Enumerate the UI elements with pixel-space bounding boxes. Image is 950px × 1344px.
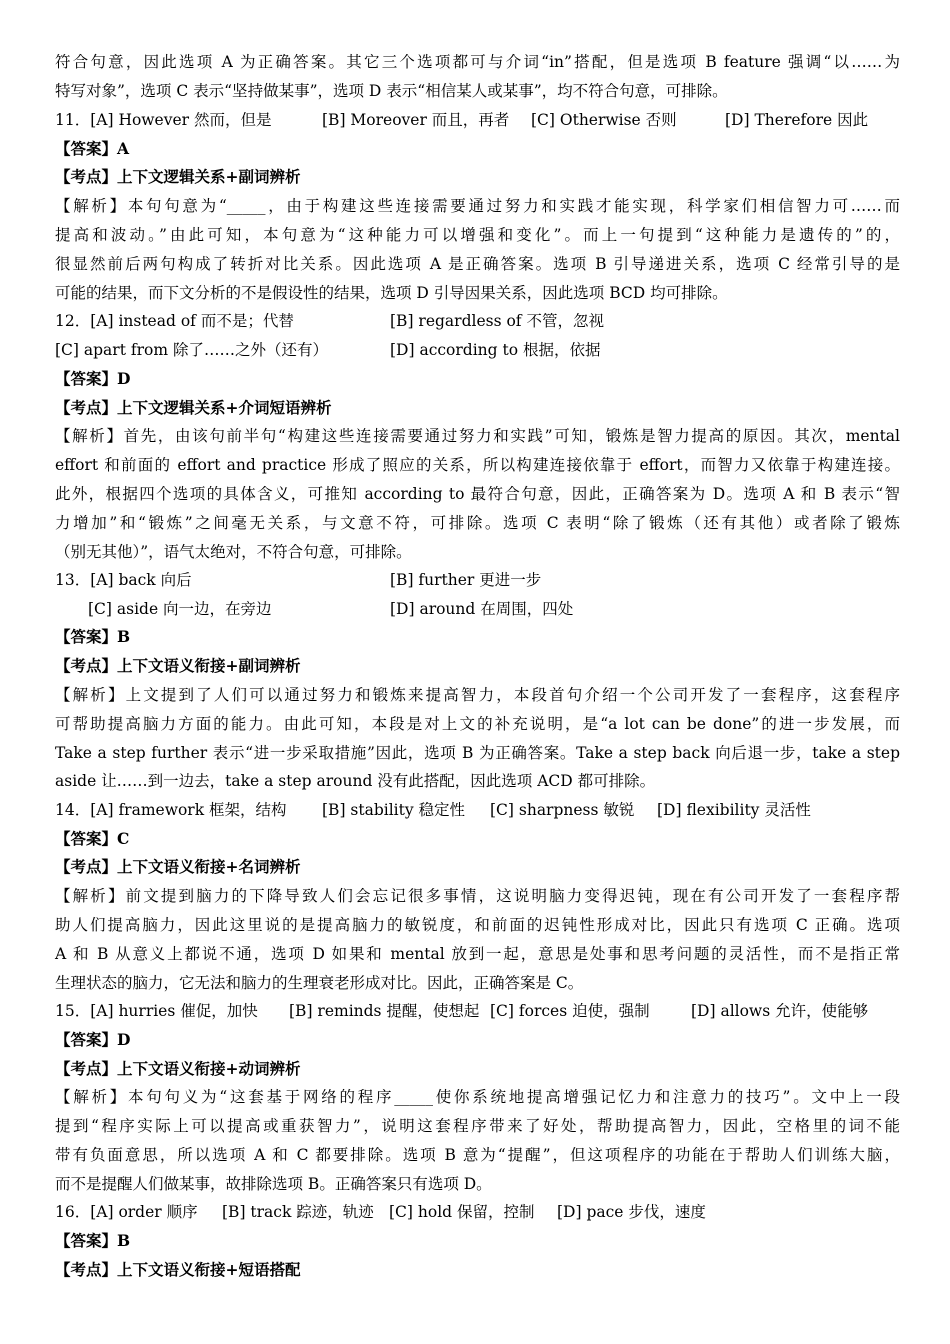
answer-label: 【答案】B: [55, 1231, 131, 1250]
question-14-options: [55, 799, 900, 823]
option-c: [C] apart from 除了……之外（还有）: [55, 341, 328, 359]
question-15-options: [55, 1000, 900, 1024]
analysis-line: 可能的结果，而下文分析的不是假设性的结果，选项 D 引导因果关系，因此选项 BCD 均可排除。: [55, 284, 728, 302]
analysis-line: 力增加”和“锻炼”之间毫无关系，与文意不符，可排除。选项 C 表明“除了锻炼（还有其他）或者除了锻炼: [55, 514, 900, 532]
analysis-line: 【解析】本句句义为“这套基于网络的程序_____使你系统地提高增强记忆力和注意力的技巧”。文中上一段: [55, 1088, 900, 1106]
test-point-label: 【考点】上下文逻辑关系+副词辨析: [55, 167, 301, 186]
question-12-options-row1: [55, 310, 900, 334]
test-point-label: 【考点】上下文语义衔接+名词辨析: [55, 857, 301, 876]
option-b: [B] reminds 提醒，使想起: [289, 1002, 480, 1020]
option-c: [C] hold 保留，控制: [389, 1203, 535, 1221]
analysis-line: aside 让……到一边去，take a step around 没有此搭配，因此选项 ACD 都可排除。: [55, 772, 656, 790]
test-point-label: 【考点】上下文语义衔接+短语搭配: [55, 1260, 301, 1279]
answer-label: 【答案】C: [55, 829, 130, 848]
analysis-line: 提到“程序实际上可以提高或重获智力”，说明这套程序带来了好处，帮助提高智力，因此，空格里的词不能: [55, 1117, 900, 1135]
question-13-options-row2: [55, 598, 900, 622]
analysis-line: 生理状态的脑力，它无法和脑力的生理衰老形成对比。因此，正确答案是 C。: [55, 974, 584, 992]
test-point-label: 【考点】上下文逻辑关系+介词短语辨析: [55, 398, 332, 417]
option-d: [D] allows 允许，使能够: [691, 1002, 869, 1020]
option-b: [B] stability 稳定性: [322, 801, 466, 819]
option-b: [B] further 更进一步: [390, 571, 542, 589]
option-b: [B] regardless of 不管，忽视: [390, 312, 604, 330]
option-a: 12．[A] instead of 而不是；代替: [55, 312, 294, 330]
option-d: [D] pace 步伐，速度: [557, 1203, 706, 1221]
option-b: [B] Moreover 而且，再者: [322, 111, 510, 129]
analysis-line: 【解析】首先，由该句前半句“构建这些连接需要通过努力和实践”可知，锻炼是智力提高的原因。其次，mental: [55, 427, 900, 445]
answer-label: 【答案】A: [55, 139, 130, 158]
analysis-line: 很显然前后两句构成了转折对比关系。因此选项 A 是正确答案。选项 B 引导递进关系，选项 C 经常引导的是: [55, 255, 900, 273]
option-a: 14．[A] framework 框架，结构: [55, 801, 287, 819]
option-d: [D] flexibility 灵活性: [657, 801, 811, 819]
option-a: 15．[A] hurries 催促，加快: [55, 1002, 258, 1020]
answer-label: 【答案】D: [55, 369, 131, 388]
option-d: [D] Therefore 因此: [725, 111, 869, 129]
analysis-line: 【解析】上文提到了人们可以通过努力和锻炼来提高智力，本段首句介绍一个公司开发了一套程序，这套程序: [55, 686, 900, 704]
test-point-label: 【考点】上下文语义衔接+动词辨析: [55, 1059, 301, 1078]
analysis-line: 提高和波动。”由此可知，本句意为“这种能力可以增强和变化”。而上一句提到“这种能力是遗传的”的，: [55, 226, 900, 244]
analysis-line: 助人们提高脑力，因此这里说的是提高脑力的敏锐度，和前面的迟钝性形成对比，因此只有选项 C 正确。选项: [55, 916, 900, 934]
answer-label: 【答案】B: [55, 627, 131, 646]
analysis-line: 而不是提醒人们做某事，故排除选项 B。正确答案只有选项 D。: [55, 1175, 492, 1193]
analysis-line: 此外，根据四个选项的具体含义，可推知 according to 最符合句意，因此，正确答案为 D。选项 A 和 B 表示“智: [55, 485, 900, 503]
option-c: [C] sharpness 敏锐: [490, 801, 635, 819]
analysis-line: 可帮助提高脑力方面的能力。由此可知，本段是对上文的补充说明，是“a lot can be done”的进一步发展，而: [55, 715, 900, 733]
option-a: 11．[A] However 然而，但是: [55, 111, 272, 129]
analysis-line: 【解析】本句句意为“_____，由于构建这些连接需要通过努力和实践才能实现，科学家们相信智力可……而: [55, 197, 900, 215]
question-11-options: [55, 109, 900, 133]
analysis-line: effort 和前面的 effort and practice 形成了照应的关系，所以构建连接依靠于 effort，而智力又依靠于构建连接。: [55, 456, 900, 474]
option-d: [D] around 在周围，四处: [390, 600, 574, 618]
analysis-line: （别无其他）”，语气太绝对，不符合句意，可排除。: [55, 543, 412, 561]
test-point-label: 【考点】上下文语义衔接+副词辨析: [55, 656, 301, 675]
analysis-line: 【解析】前文提到脑力的下降导致人们会忘记很多事情，这说明脑力变得迟钝，现在有公司开发了一套程序帮: [55, 887, 900, 905]
option-a: 16．[A] order 顺序: [55, 1203, 198, 1221]
option-c: [C] Otherwise 否则: [531, 111, 677, 129]
analysis-line: A 和 B 从意义上都说不通，选项 D 如果和 mental 放到一起，意思是处事和思考问题的灵活性，而不是指正常: [55, 945, 900, 963]
option-d: [D] according to 根据，依据: [390, 341, 601, 359]
question-12-options-row2: [55, 339, 900, 363]
option-b: [B] track 踪迹，轨迹: [222, 1203, 374, 1221]
analysis-line: 带有负面意思，所以选项 A 和 C 都要排除。选项 B 意为“提醒”，但这项程序的功能在于帮助人们训练大脑，: [55, 1146, 900, 1164]
text-line: 符合句意，因此选项 A 为正确答案。其它三个选项都可与介词“in”搭配，但是选项 B feature 强调“以……为: [55, 53, 900, 71]
answer-label: 【答案】D: [55, 1030, 131, 1049]
text-line: 特写对象”，选项 C 表示“坚持做某事”，选项 D 表示“相信某人或某事”，均不符合句意，可排除。: [55, 82, 728, 100]
analysis-line: Take a step further 表示“进一步采取措施”因此，选项 B 为正确答案。Take a step back 向后退一步，take a step: [55, 744, 900, 762]
option-c: [C] aside 向一边，在旁边: [88, 600, 272, 618]
question-16-options: [55, 1201, 900, 1225]
option-a: 13．[A] back 向后: [55, 571, 192, 589]
option-c: [C] forces 迫使，强制: [490, 1002, 650, 1020]
question-13-options-row1: [55, 569, 900, 593]
